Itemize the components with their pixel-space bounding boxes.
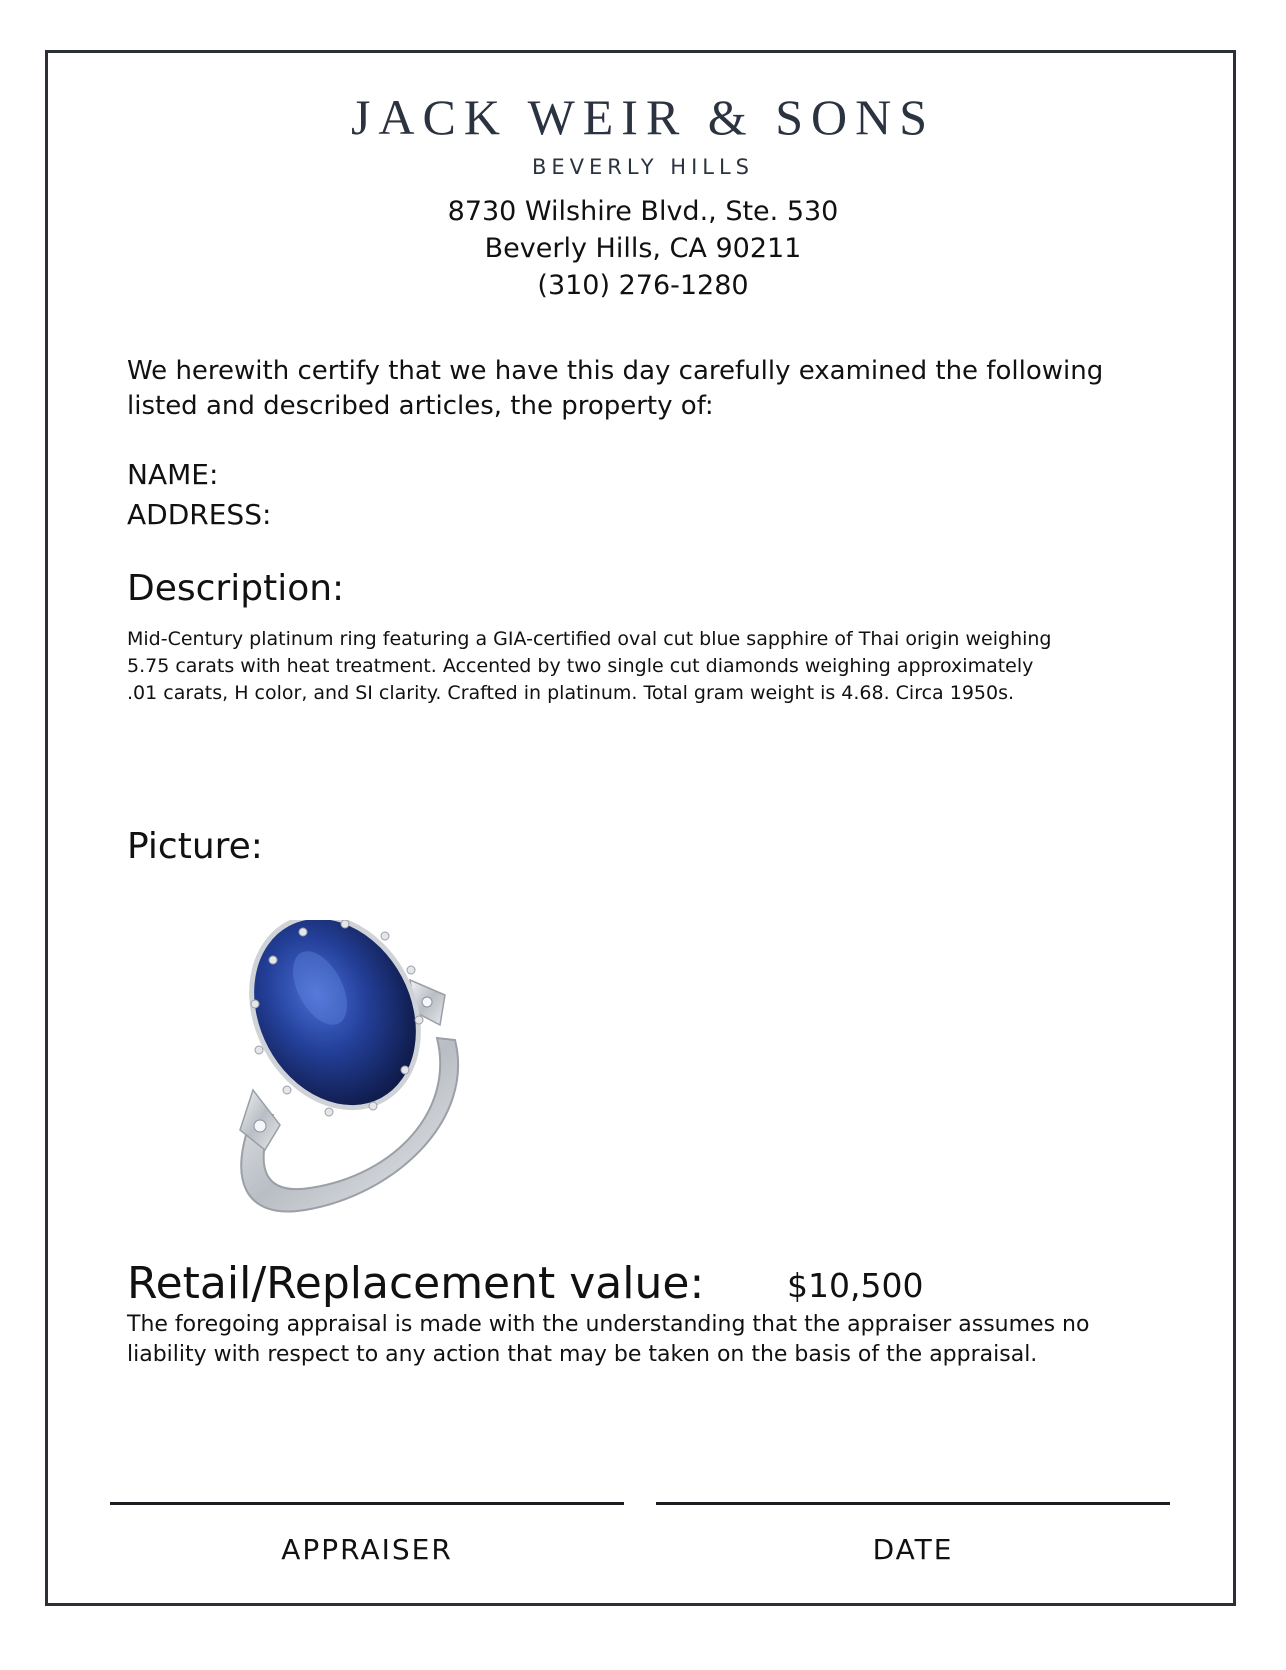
description-line-3: .01 carats, H color, and SI clarity. Crafted in platinum. Total gram weight is 4.68. Circa 1950s.	[127, 682, 1015, 704]
diamond-accent-right	[422, 997, 432, 1007]
date-signature-line	[656, 1502, 1170, 1505]
description-heading: Description:	[127, 568, 345, 609]
disclaimer-text	[127, 1310, 1187, 1370]
description-line-1: Mid-Century platinum ring featuring a GIA-certified oval cut blue sapphire of Thai origin weighing	[127, 628, 1052, 650]
brand-title: JACK WEIR & SONS	[350, 89, 936, 145]
retail-value-label: Retail/Replacement value:	[127, 1258, 705, 1309]
appraiser-signature-line	[110, 1502, 624, 1505]
description-text	[127, 626, 1177, 707]
picture-heading: Picture:	[127, 826, 263, 867]
address-line-2: Beverly Hills, CA 90211	[484, 233, 802, 264]
name-label: NAME:	[127, 458, 219, 491]
address-label: ADDRESS:	[127, 498, 272, 531]
brand-subtitle: BEVERLY HILLS	[531, 155, 755, 179]
diamond-accent-left	[254, 1120, 266, 1132]
description-line-2: 5.75 carats with heat treatment. Accented by two single cut diamonds weighing approximately	[127, 655, 1034, 677]
phone-number: (310) 276-1280	[537, 270, 749, 301]
address-line-1: 8730 Wilshire Blvd., Ste. 530	[447, 196, 839, 227]
sapphire-ring-image	[225, 920, 495, 1230]
retail-value-amount: $10,500	[787, 1266, 924, 1305]
certification-intro-line-2: listed and described articles, the property of:	[127, 391, 714, 421]
disclaimer-line-2: liability with respect to any action that may be taken on the basis of the appraisal.	[127, 1342, 1038, 1367]
date-label: DATE	[872, 1533, 954, 1566]
appraiser-label: APPRAISER	[281, 1533, 453, 1566]
disclaimer-line-1: The foregoing appraisal is made with the understanding that the appraiser assumes no	[127, 1312, 1090, 1337]
certification-intro-line-1: We herewith certify that we have this day carefully examined the following	[127, 356, 1104, 386]
